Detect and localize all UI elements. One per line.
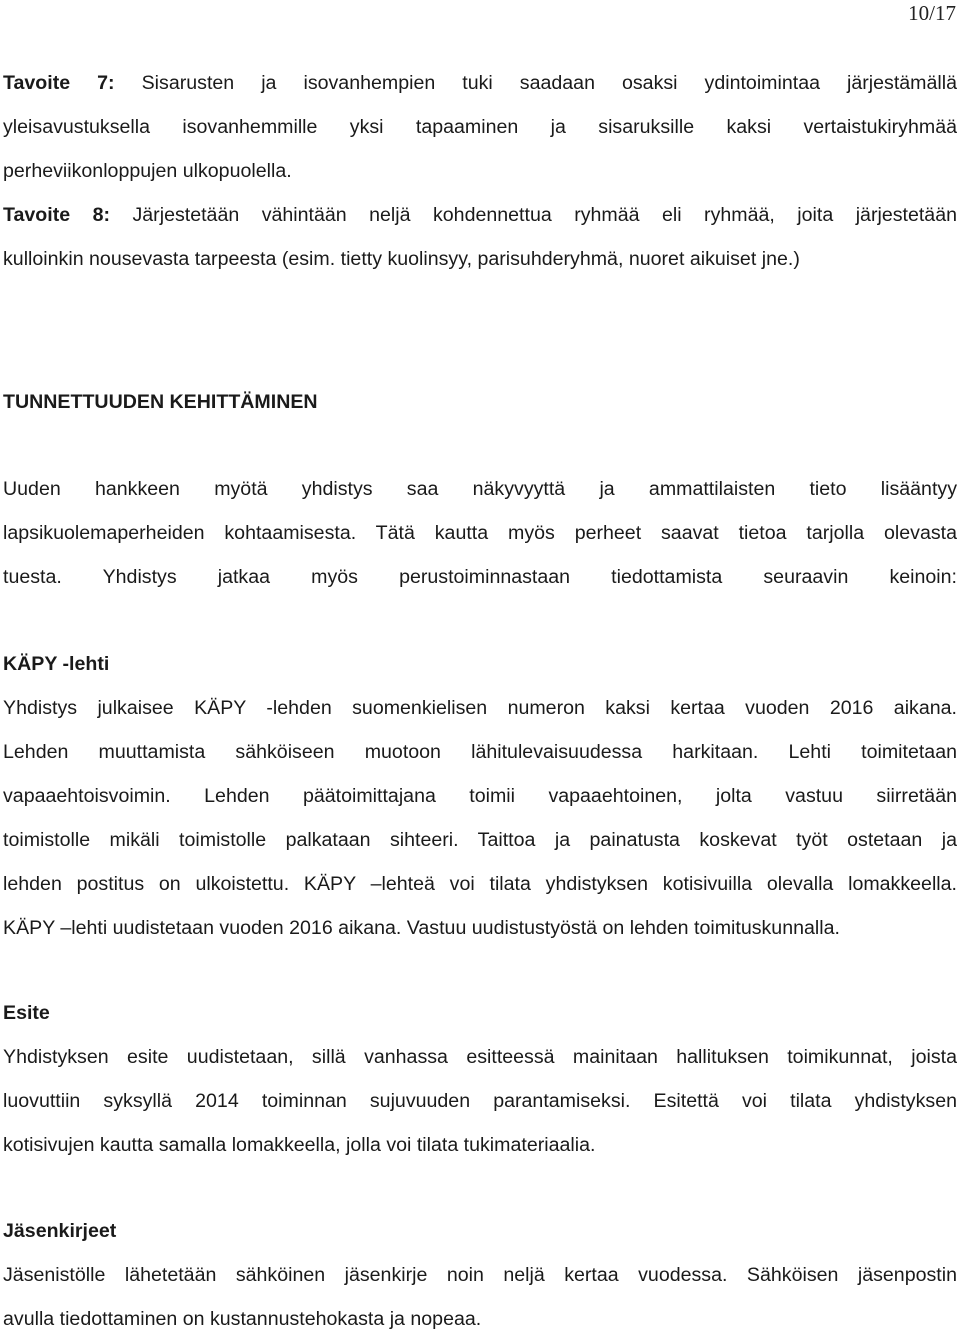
awareness-line-2: lapsikuolemaperheiden kohtaamisesta. Tätä kautta myös perheet saavat tietoa tarjolla olevasta xyxy=(3,522,957,544)
goal8-label: Tavoite 8: xyxy=(3,204,111,226)
newsletter-heading: Jäsenkirjeet xyxy=(3,1220,117,1242)
esite-line-1: Yhdistyksen esite uudistetaan, sillä vanhassa esitteessä mainitaan hallituksen toimikunnat, joista xyxy=(3,1046,957,1068)
esite-line-3: kotisivujen kautta samalla lomakkeella, jolla voi tilata tukimateriaalia. xyxy=(3,1134,596,1156)
kapy-line-6: KÄPY –lehti uudistetaan vuoden 2016 aikana. Vastuu uudistustyöstä on lehden toimituskunnalla. xyxy=(3,917,840,939)
esite-heading: Esite xyxy=(3,1002,50,1024)
goals-block xyxy=(3,61,957,281)
newsletter-section xyxy=(3,1209,957,1341)
newsletter-line-1: Jäsenistölle lähetetään sähköinen jäsenkirje noin neljä kertaa vuodessa. Sähköisen jäsenpostin xyxy=(3,1264,957,1286)
goal7-label: Tavoite 7: xyxy=(3,72,115,94)
kapy-heading: KÄPY -lehti xyxy=(3,653,110,675)
page-number: 10/17 xyxy=(908,1,956,25)
goal7-line-1: Tavoite 7: Sisarusten ja isovanhempien tuki saadaan osaksi ydintoimintaa järjestämällä xyxy=(3,72,957,94)
kapy-line-5: lehden postitus on ulkoistettu. KÄPY –lehteä voi tilata yhdistyksen kotisivuilla olevalla lomakkeella. xyxy=(3,873,957,895)
goal8-line-2: kulloinkin nousevasta tarpeesta (esim. tietty kuolinsyy, parisuhderyhmä, nuoret aikuiset jne.) xyxy=(3,248,800,270)
kapy-section xyxy=(3,642,957,950)
awareness-line-3: tuesta. Yhdistys jatkaa myös perustoiminnastaan tiedottamista seuraavin keinoin: xyxy=(3,566,957,588)
kapy-line-1: Yhdistys julkaisee KÄPY -lehden suomenkielisen numeron kaksi kertaa vuoden 2016 aikana. xyxy=(3,697,957,719)
goal8-line-1: Tavoite 8: Järjestetään vähintään neljä kohdennettua ryhmää eli ryhmää, joita järjestetään xyxy=(3,204,957,226)
kapy-line-2: Lehden muuttamista sähköiseen muotoon lähitulevaisuudessa harkitaan. Lehti toimitetaan xyxy=(3,741,957,763)
goal7-line-3: perheviikonloppujen ulkopuolella. xyxy=(3,160,292,182)
awareness-line-1: Uuden hankkeen myötä yhdistys saa näkyvyyttä ja ammattilaisten tieto lisääntyy xyxy=(3,478,957,500)
kapy-line-4: toimistolle mikäli toimistolle palkataan sihteeri. Taittoa ja painatusta koskevat työt ostetaan ja xyxy=(3,829,957,851)
awareness-heading: TUNNETTUUDEN KEHITTÄMINEN xyxy=(3,391,318,413)
esite-section xyxy=(3,991,957,1167)
awareness-section xyxy=(3,380,957,424)
goal7-line-2: yleisavustuksella isovanhemmille yksi tapaaminen ja sisaruksille kaksi vertaistukiryhmää xyxy=(3,116,957,138)
esite-line-2: luovuttiin syksyllä 2014 toiminnan sujuvuuden parantamiseksi. Esitettä voi tilata yhdistyksen xyxy=(3,1090,957,1112)
newsletter-line-2: avulla tiedottaminen on kustannustehokasta ja nopeaa. xyxy=(3,1308,482,1330)
kapy-line-3: vapaaehtoisvoimin. Lehden päätoimittajana toimii vapaaehtoinen, jolta vastuu siirretään xyxy=(3,785,957,807)
awareness-body xyxy=(3,467,957,599)
